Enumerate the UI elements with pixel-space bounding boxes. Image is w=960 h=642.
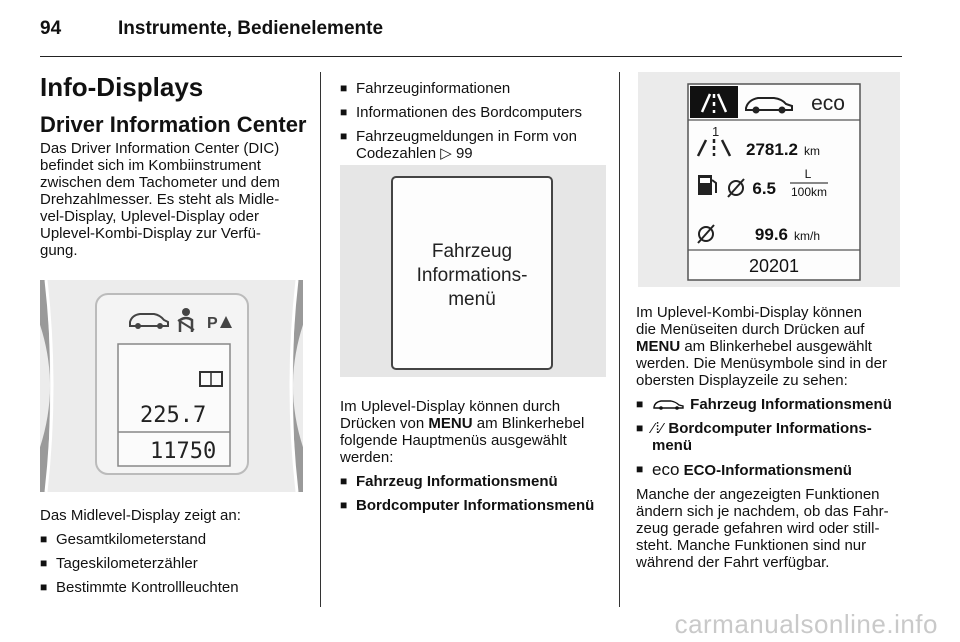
menu-key-label: MENU: [636, 338, 681, 355]
vehicle-menu-icon: [652, 398, 686, 410]
text-line: am Blinkerhebel: [476, 415, 585, 432]
functions-paragraph: [636, 486, 906, 571]
text-line: Im Uplevel-Kombi-Display können: [636, 304, 862, 321]
header-rule: [40, 56, 902, 57]
info-list: [340, 80, 608, 162]
fuel-unit-bottom: 100km: [790, 185, 828, 199]
column-divider-2: [619, 72, 620, 607]
list-item-text: menü: [652, 437, 693, 454]
average-speed-value: 99.6: [754, 225, 788, 244]
park-assist-label: P: [207, 315, 218, 332]
trip-menu-icon: ⁄⁞⁄: [652, 420, 665, 437]
intro-line: Das Driver Information Center (DIC): [40, 140, 280, 157]
page-number: 94: [40, 18, 62, 39]
text-line: am Blinkerhebel ausgewählt: [684, 338, 872, 355]
text-line: zeug gerade gefahren wird oder still-: [636, 520, 880, 537]
text-line: Drücken von: [340, 415, 425, 432]
intro-line: Uplevel-Kombi-Display zur Verfü-: [40, 225, 261, 242]
text-line: werden. Die Menüsymbole sind in der: [636, 355, 887, 372]
section-heading: Info-Displays: [40, 72, 204, 102]
page-header: [40, 18, 900, 48]
combi-menu-list: [636, 396, 906, 479]
fuel-unit-top: L: [804, 167, 812, 181]
intro-line: Drehzahlmesser. Es steht als Midle-: [40, 191, 280, 208]
text-line: die Menüseiten durch Drücken auf: [636, 321, 865, 338]
fuel-consumption-value: 6.5: [752, 179, 776, 198]
combi-paragraph: [636, 304, 906, 389]
figure-line-1: Fahrzeug: [431, 241, 513, 262]
list-item-text: Fahrzeugmeldungen in Form von: [356, 128, 577, 145]
text-line: Manche der angezeigten Funktionen: [636, 486, 880, 503]
intro-line: gung.: [40, 242, 78, 259]
column-1: [40, 72, 308, 259]
text-line: ändern sich je nachdem, ob das Fahr-: [636, 503, 889, 520]
odometer-value: 11750: [150, 439, 217, 464]
list-item: ■ Gesamtkilometerstand: [40, 531, 308, 548]
uplevel-display-svg: [340, 165, 606, 377]
midlevel-list: [40, 531, 308, 596]
column-2-lower: [340, 398, 610, 521]
text-line: Im Uplevel-Display können durch: [340, 398, 561, 415]
menu-key-label: MENU: [428, 415, 473, 432]
combi-display-svg: [638, 72, 900, 287]
list-item: ■ Bordcomputer Informationsmenü: [340, 497, 610, 514]
subsection-heading: Driver Information Center: [40, 112, 307, 137]
uplevel-display-figure: [340, 165, 606, 377]
eco-menu-icon: eco: [652, 460, 680, 479]
combi-odometer: 20201: [748, 256, 800, 276]
list-item-text: Fahrzeug Informationsmenü: [690, 396, 892, 413]
intro-line: vel-Display, Uplevel-Display oder: [40, 208, 259, 225]
trip-distance-unit: km: [804, 144, 820, 158]
midlevel-display-figure: [40, 280, 303, 492]
list-item: ■ Tageskilometerzähler: [40, 555, 308, 572]
average-speed-unit: km/h: [794, 229, 821, 243]
text-line: steht. Manche Funktionen sind nur: [636, 537, 867, 554]
list-item: ■ Bestimmte Kontrollleuchten: [40, 579, 308, 596]
intro-line: befindet sich im Kombiinstrument: [40, 157, 261, 174]
column-1-lower: [40, 507, 308, 603]
list-item: ■ Informationen des Bordcomputers: [340, 104, 608, 121]
intro-line: zwischen dem Tachometer und dem: [40, 174, 280, 191]
trip-index: 1: [712, 124, 720, 139]
combi-display-figure: [638, 72, 900, 287]
list-item: ■ Fahrzeug Informationsmenü: [340, 473, 610, 490]
list-item: [636, 420, 906, 454]
text-line: obersten Displayzeile zu sehen:: [636, 372, 848, 389]
text-line: während der Fahrt verfügbar.: [636, 554, 830, 571]
text-line: werden:: [340, 449, 394, 466]
watermark: carmanualsonline.info: [674, 609, 938, 639]
list-item-text: Codezahlen: [356, 145, 437, 162]
page-ref[interactable]: 99: [455, 145, 473, 162]
list-item: [340, 128, 608, 162]
running-title: Instrumente, Bedienelemente: [118, 18, 384, 39]
figure-line-2: Informations-: [416, 265, 528, 286]
uplevel-menu-list: [340, 473, 610, 514]
midlevel-display-svg: [40, 280, 303, 492]
list-item: ■ Fahrzeuginformationen: [340, 80, 608, 97]
column-divider-1: [320, 72, 321, 607]
page-ref-icon: ▷: [440, 145, 452, 162]
trip-distance-value: 2781.2: [746, 140, 798, 159]
list-item: [636, 461, 906, 479]
uplevel-paragraph: [340, 398, 610, 466]
list-item-text: Bordcomputer Informations-: [668, 420, 872, 437]
text-line: folgende Hauptmenüs ausgewählt: [340, 432, 567, 449]
column-3: [636, 304, 906, 571]
intro-paragraph: [40, 140, 308, 259]
midlevel-intro: Das Midlevel-Display zeigt an:: [40, 507, 241, 524]
trip-value: 225.7: [140, 403, 207, 428]
list-item-text: ECO-Informationsmenü: [683, 462, 852, 479]
list-item: [636, 396, 906, 413]
eco-tab-label: eco: [811, 92, 845, 115]
figure-line-3: menü: [448, 289, 496, 310]
column-2: [340, 80, 608, 169]
